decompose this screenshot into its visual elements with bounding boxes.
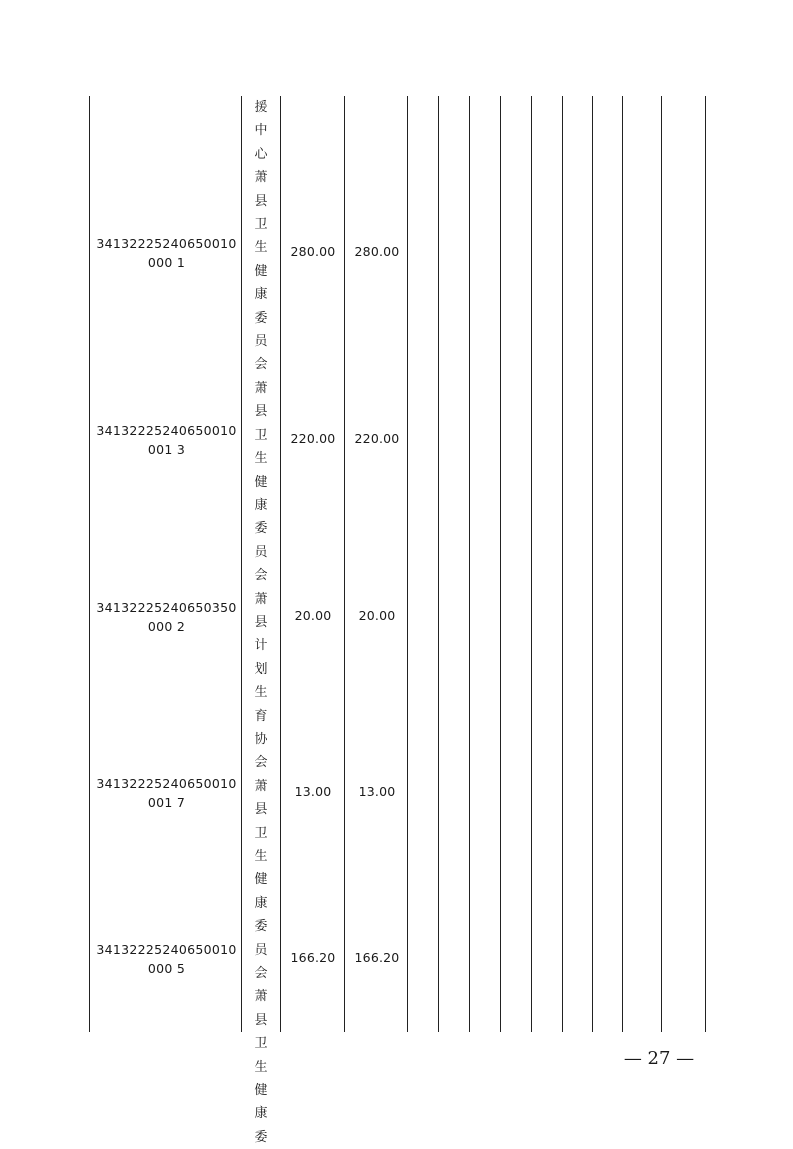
unit-name-char: 萧 (254, 778, 268, 794)
project-code: 34132225240650350000 2 (96, 600, 237, 634)
amount-cell: 166.20 (290, 950, 336, 965)
unit-name-char: 生 (254, 685, 268, 701)
amount-cell: 280.00 (354, 244, 400, 259)
unit-name-char: 员 (254, 942, 268, 958)
unit-name-column (246, 96, 276, 1149)
unit-name-char: 生 (254, 1059, 268, 1075)
unit-name-char: 会 (254, 568, 268, 584)
unit-name-char: 健 (254, 1083, 268, 1099)
unit-name-char: 援 (254, 100, 268, 115)
unit-name-char: 萧 (254, 591, 268, 607)
column-divider (622, 96, 623, 1032)
unit-name-char: 会 (254, 755, 268, 771)
unit-name-char: 员 (254, 334, 268, 350)
unit-name-char: 萧 (254, 380, 268, 396)
column-divider (280, 96, 281, 1032)
unit-name-char: 县 (254, 802, 268, 818)
unit-name-char: 卫 (254, 1036, 268, 1052)
unit-name-char: 会 (254, 966, 268, 982)
unit-name-char: 康 (254, 497, 268, 513)
unit-name-char: 生 (254, 240, 268, 256)
unit-name-char: 委 (254, 919, 268, 935)
unit-name-char: 健 (254, 263, 268, 279)
unit-name-char: 康 (254, 287, 268, 303)
unit-name-char: 中 (254, 123, 268, 139)
unit-name-char: 健 (254, 474, 268, 490)
unit-name-char: 育 (254, 708, 268, 724)
unit-name-char: 委 (254, 1129, 268, 1145)
unit-name-char: 计 (254, 638, 268, 654)
project-code: 34132225240650010001 7 (96, 776, 237, 810)
unit-name-char: 县 (254, 193, 268, 209)
amount-cell: 220.00 (290, 431, 336, 446)
unit-name-char: 康 (254, 1106, 268, 1122)
unit-name-char: 康 (254, 895, 268, 911)
table-border-right (705, 96, 706, 1032)
amount-cell: 13.00 (358, 784, 396, 799)
unit-name-char: 卫 (254, 427, 268, 443)
column-divider (344, 96, 345, 1032)
unit-name-char: 会 (254, 357, 268, 373)
unit-name-char: 县 (254, 614, 268, 630)
unit-name-char: 卫 (254, 217, 268, 233)
column-divider (438, 96, 439, 1032)
amount-cell: 20.00 (358, 608, 396, 623)
unit-name-char: 健 (254, 872, 268, 888)
project-code: 34132225240650010001 3 (96, 423, 237, 457)
column-divider (407, 96, 408, 1032)
unit-name-char: 委 (254, 310, 268, 326)
unit-name-char: 县 (254, 404, 268, 420)
amount-cell: 13.00 (294, 784, 332, 799)
column-divider (592, 96, 593, 1032)
table-border-left (89, 96, 90, 1032)
column-divider (500, 96, 501, 1032)
project-code: 34132225240650010000 1 (96, 236, 237, 270)
unit-name-char: 卫 (254, 825, 268, 841)
unit-name-char: 萧 (254, 989, 268, 1005)
column-divider (661, 96, 662, 1032)
unit-name-char: 生 (254, 849, 268, 864)
unit-name-char: 划 (254, 661, 268, 677)
column-divider (531, 96, 532, 1032)
unit-name-char: 萧 (254, 170, 268, 186)
amount-cell: 166.20 (354, 950, 400, 965)
unit-name-char: 协 (254, 731, 268, 747)
page-number: — 27 — (623, 1048, 695, 1069)
project-code: 34132225240650010000 5 (96, 942, 237, 976)
unit-name-char: 员 (254, 544, 268, 560)
amount-cell: 20.00 (294, 608, 332, 623)
amount-cell: 280.00 (290, 244, 336, 259)
unit-name-char: 心 (254, 146, 268, 162)
unit-name-char: 县 (254, 1012, 268, 1028)
amount-cell: 220.00 (354, 431, 400, 446)
unit-name-char: 生 (254, 451, 268, 467)
column-divider (469, 96, 470, 1032)
column-divider (562, 96, 563, 1032)
column-divider (241, 96, 242, 1032)
unit-name-char: 委 (254, 521, 268, 537)
